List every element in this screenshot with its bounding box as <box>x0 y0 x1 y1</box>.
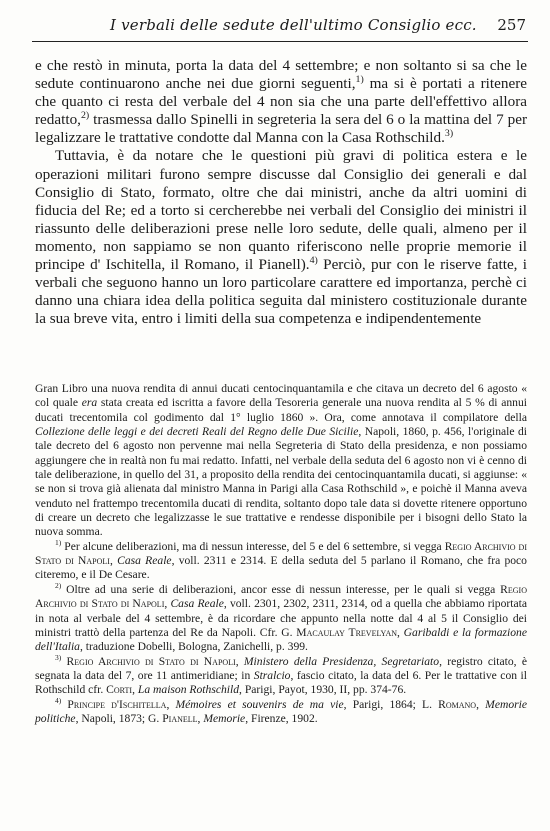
footnote-ref: 3) <box>444 128 454 140</box>
footnote-4: $^{4)}$ Principe d'Ischitella, Mémoires et souvenirs de ma vie, Parigi, 1864; L. Romano, Memorie politiche, Napoli, 1873; G. Pianell, Memorie, Firenze, 1902. <box>35 695 528 725</box>
header-rule <box>32 41 528 42</box>
paragraph: e che restò in minuta, porta la data del 4 settembre; e non soltanto si sa che le sedute continuarono anche nei due giorni seguenti,$^{1)}$ ma si è portati a ritenere che quanto ci resta del verbale del 4 non sia che una parte dell'effettivo allora redatto,$^{2)}$ trasmessa dallo Spinelli in segreteria la sera del 6 o la mattina del 7 per legalizzare le trattative condotte dal Manna con la Casa Rothschild.$^{3)}$ <box>35 57 527 147</box>
running-title: I verbali delle sedute dell'ultimo Consiglio ecc. <box>110 16 477 34</box>
page-header <box>32 16 526 38</box>
footnote-number: 3) <box>55 652 62 662</box>
footnote-1: $^{1)}$ Per alcune deliberazioni, ma di nessun interesse, del 5 e del 6 settembre, si vegga Regio Archivio di Stato di Napoli, Casa Reale, voll. 2311 e 2314. E della seduta del 5 parlano il Romano, che fra poco citeremo, e il De Cesare. <box>35 537 527 582</box>
footnote-number: 2) <box>55 580 62 590</box>
main-text <box>35 57 527 328</box>
footnote-continuation: Gran Libro una nuova rendita di annui ducati centocinquantamila e che citava un decreto del 6 agosto « col quale era stata creata ed iscritta a favore della Tesoreria generale una nuova rendita al 5 % di annui ducati trecentomila col godimento dal 1° luglio 1860 ». Ora, come annotava il compilatore della Collezione delle leggi e dei decreti Reali del Regno delle Due Sicilie, Napoli, 1860, p. 456, l'originale di tale decreto del 6 agosto non pervenne mai nella Segreteria di Stato della presidenza, e non possiamo aggiungere che in realtà non fu mai redatto. Infatti, nel verbale della seduta del 6 agosto non vi è cenno di tale deliberazione, in quello del 31, a proposito della rendita dei centocinquantamila ducati, si aggiunse: « se non si trova già alienata dal ministro Manna in Parigi alla Casa Rothschild », e poichè il Manna aveva venduto nel frattempo trecentomila ducati di rendita, soltanto dopo tale data si dovette ritenere opportuno di creare un decreto che legalizzasse le sue trattative e rendesse disponibile per i bisogni dello Stato la nuova somma. <box>35 382 527 539</box>
page-number: 257 <box>497 16 526 34</box>
footnote-number: 4) <box>55 695 62 705</box>
footnotes <box>35 382 527 726</box>
footnote-ref: 2) <box>80 110 90 122</box>
footnote-2: $^{2)}$ Oltre ad una serie di deliberazioni, ancor esse di nessun interesse, per le quali si vegga Regio Archivio di Stato di Napoli, Casa Reale, voll. 2301, 2302, 2311, 2314, od a quella che abbiamo riportata in nota al verbale del 4 settembre, è da ricordare che appunto nella notte dal 4 al 5 il Consiglio dei ministri trattò della partenza del Re da Napoli. Cfr. G. Macaulay Trevelyan, Garibaldi e la formazione dell'Italia, traduzione Dobelli, Bologna, Zanichelli, p. 399. <box>35 580 527 654</box>
paragraph: Tuttavia, è da notare che le questioni più gravi di politica estera e le operazioni militari furono sempre discusse dal Consiglio dei generali e dal Consiglio di Stato, formato, oltre che dai ministri, anche da altri uomini di fiducia del Re; ed a torto si cercherebbe nei verbali del Consiglio dei ministri il riassunto delle deliberazioni prese nelle loro sedute, delle quali, almeno per il momento, non sappiamo se non quanto riferiscono nelle proprie memorie il principe d' Ischitella, il Romano, il Pianell).$^{4)}$ Perciò, pur con le riserve fatte, i verbali che seguono hanno un loro particolare carattere ed importanza, perchè ci danno una chiara idea della politica seguita dal ministero costituzionale durante la sua breve vita, entro i limiti della sua competenza e indipendentemente <box>35 147 528 328</box>
footnote-3: $^{3)}$ Regio Archivio di Stato di Napoli, Ministero della Presidenza, Segretariato, registro citato, è segnata la data del 7, ore 11 antimeridiane; in Stralcio, fascio citato, la data del 6. Per le trattative con il Rothschild cfr. Corti, La maison Rothschild, Parigi, Payot, 1930, II, pp. 374-76. <box>35 652 527 697</box>
footnote-number: 1) <box>55 537 62 547</box>
footnote-ref: 1) <box>355 74 364 86</box>
footnote-ref: 4) <box>309 254 318 266</box>
